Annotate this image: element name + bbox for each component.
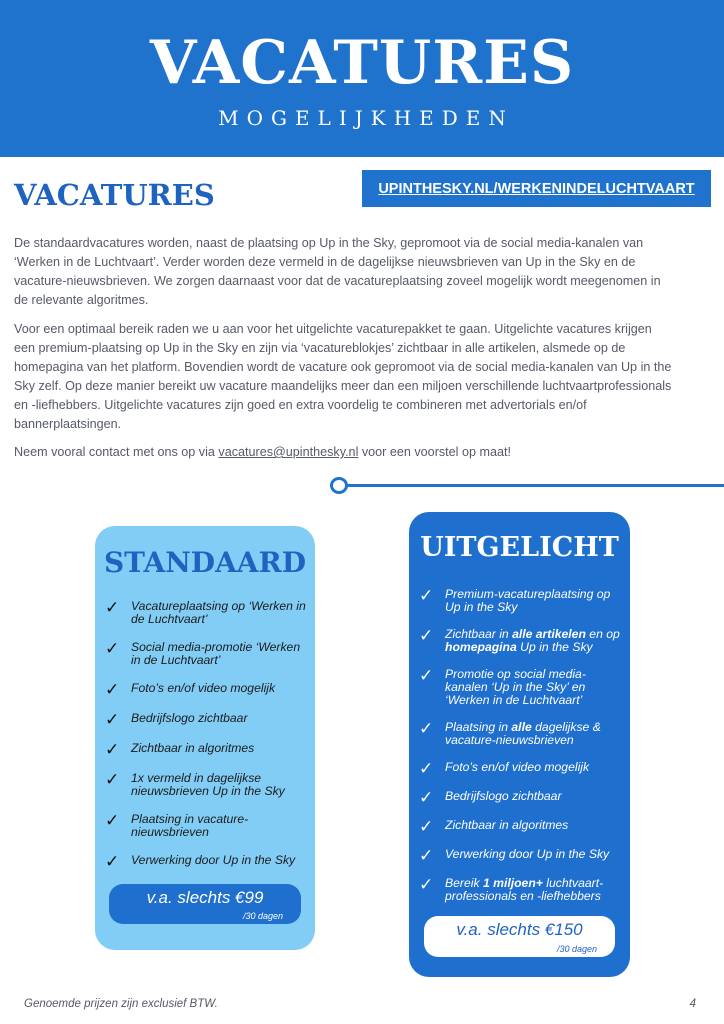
feature-text-part: Zichtbaar in algoritmes <box>445 818 569 832</box>
feature-text-part: dagelijkse & vacature-nieuwsbrieven <box>445 720 601 747</box>
contact-text-after: voor een voorstel op maat! <box>358 445 511 459</box>
feature-text: Plaatsing in vacature-nieuwsbrieven <box>131 812 249 839</box>
featured-price: v.a. slechts €150 <box>456 920 583 939</box>
checkmark-icon: ✓ <box>419 875 434 894</box>
feature-item <box>419 668 624 707</box>
feature-item <box>419 819 624 834</box>
feature-text-part: Premium-vacatureplaatsing op Up in the Sky <box>445 587 611 614</box>
header-banner <box>0 0 724 157</box>
feature-text <box>445 588 624 614</box>
feature-emphasis: alle <box>511 720 532 734</box>
feature-text: Social media-promotie ‘Werken in de Luchtvaart’ <box>131 640 301 667</box>
feature-text-part: en op <box>585 627 620 641</box>
standard-price-period: /30 dagen <box>242 911 283 921</box>
decorative-divider <box>330 476 724 494</box>
feature-item <box>419 848 624 863</box>
feature-text: Vacatureplaatsing op ‘Werken in de Luchtvaart’ <box>131 599 306 626</box>
feature-item <box>419 628 624 654</box>
url-banner[interactable] <box>362 170 711 207</box>
feature-item <box>105 772 309 798</box>
feature-text <box>445 848 609 861</box>
feature-item <box>419 588 624 614</box>
feature-text <box>445 721 624 747</box>
feature-emphasis: 1 miljoen+ <box>482 876 543 890</box>
feature-text <box>445 668 624 707</box>
feature-text <box>445 790 562 803</box>
checkmark-icon: ✓ <box>105 680 120 699</box>
feature-text-part: Bereik <box>445 876 483 890</box>
checkmark-icon: ✓ <box>419 719 434 738</box>
feature-item <box>419 761 624 776</box>
feature-text: Bedrijfslogo zichtbaar <box>131 711 248 725</box>
feature-text <box>445 819 568 832</box>
feature-text: Zichtbaar in algoritmes <box>131 741 255 755</box>
feature-emphasis: alle artikelen <box>512 627 586 641</box>
feature-item <box>419 721 624 747</box>
checkmark-icon: ✓ <box>419 586 434 605</box>
featured-package-card <box>409 512 630 977</box>
feature-text-part: Up in the Sky <box>516 640 593 654</box>
page-title: VACATURES <box>149 28 575 98</box>
feature-text-part: Zichtbaar in <box>445 627 513 641</box>
feature-text: Verwerking door Up in the Sky <box>131 853 296 867</box>
feature-text <box>445 628 624 654</box>
email-link[interactable]: vacatures@upinthesky.nl <box>218 445 359 459</box>
feature-text-part: Foto’s en/of video mogelijk <box>445 760 590 774</box>
checkmark-icon: ✓ <box>419 788 434 807</box>
feature-text-part: luchtvaart-professionals en -liefhebbers <box>445 876 604 903</box>
featured-feature-list <box>419 588 624 917</box>
feature-item <box>105 682 309 697</box>
feature-item <box>105 854 309 869</box>
website-link[interactable]: UPINTHESKY.NL/WERKENINDELUCHTVAART <box>378 180 695 197</box>
feature-text: 1x vermeld in dagelijkse nieuwsbrieven Up in the Sky <box>131 771 285 798</box>
checkmark-icon: ✓ <box>105 770 120 789</box>
contact-paragraph <box>14 443 674 462</box>
circle-icon <box>330 477 348 494</box>
feature-text <box>445 761 589 774</box>
checkmark-icon: ✓ <box>105 598 120 617</box>
standard-package-card <box>95 526 315 950</box>
feature-item <box>105 712 309 727</box>
feature-text <box>445 877 624 903</box>
contact-text-before: Neem vooral contact met ons op via <box>14 445 219 459</box>
featured-price-period: /30 dagen <box>556 944 597 954</box>
feature-item <box>105 600 309 626</box>
feature-text: Foto’s en/of video mogelijk <box>131 681 276 695</box>
checkmark-icon: ✓ <box>419 759 434 778</box>
featured-package-title: UITGELICHT <box>420 532 619 563</box>
feature-text-part: Bedrijfslogo zichtbaar <box>445 789 562 803</box>
standard-feature-list <box>105 600 309 884</box>
checkmark-icon: ✓ <box>419 817 434 836</box>
intro-paragraph: De standaardvacatures worden, naast de plaatsing op Up in the Sky, gepromoot via de social media-kanalen van ‘Werken in de Luchtvaart’. Verder worden deze vermeld in de dagelijkse nieuwsbrieven van Up in the Sky en de vacature-nieuwsbrieven. We zorgen daarnaast voor dat de vacatureplaatsing zoveel mogelijk wordt meegenomen in de relevante algoritmes. <box>14 236 661 307</box>
page-number: 4 <box>689 998 696 1010</box>
feature-item <box>419 790 624 805</box>
feature-text-part: Verwerking door Up in the Sky <box>445 847 610 861</box>
checkmark-icon: ✓ <box>105 639 120 658</box>
feature-item <box>105 641 309 667</box>
standard-package-title: STANDAARD <box>103 546 307 579</box>
feature-item <box>105 813 309 839</box>
footer-note: Genoemde prijzen zijn exclusief BTW. <box>24 998 218 1010</box>
featured-paragraph: Voor een optimaal bereik raden we u aan voor het uitgelichte vacaturepakket te gaan. Uitgelichte vacatures krijgen een premium-plaatsing op Up in the Sky en zijn via ‘vacatureblokjes’ zichtbaar in alle artikelen, alsmede op de homepagina van het platform. Bovendien wordt de vacature ook gepromoot via de social media-kanalen van Up in the Sky zelf. Op deze manier bereikt uw vacature maandelijks meer dan een miljoen verschillende luchtvaartprofessionals en -liefhebbers. Uitgelichte vacatures zijn goed en extra voordelig te combineren met advertorials en/of bannerplaatsingen. <box>14 322 672 431</box>
checkmark-icon: ✓ <box>105 740 120 759</box>
feature-item <box>419 877 624 903</box>
feature-emphasis: homepagina <box>445 640 517 654</box>
page-subtitle: MOGELIJKHEDEN <box>218 106 514 130</box>
divider-line <box>347 484 724 487</box>
section-title: VACATURES <box>14 178 215 212</box>
standard-price-badge <box>109 884 301 924</box>
checkmark-icon: ✓ <box>419 846 434 865</box>
checkmark-icon: ✓ <box>105 710 120 729</box>
checkmark-icon: ✓ <box>419 666 434 685</box>
checkmark-icon: ✓ <box>105 811 120 830</box>
featured-price-badge <box>424 916 615 957</box>
feature-text-part: Plaatsing in <box>445 720 512 734</box>
feature-item <box>105 742 309 757</box>
checkmark-icon: ✓ <box>105 852 120 871</box>
standard-price: v.a. slechts €99 <box>146 888 264 907</box>
feature-text-part: Promotie op social media-kanalen ‘Up in the Sky’ en ‘Werken in de Luchtvaart’ <box>445 667 586 707</box>
checkmark-icon: ✓ <box>419 626 434 645</box>
